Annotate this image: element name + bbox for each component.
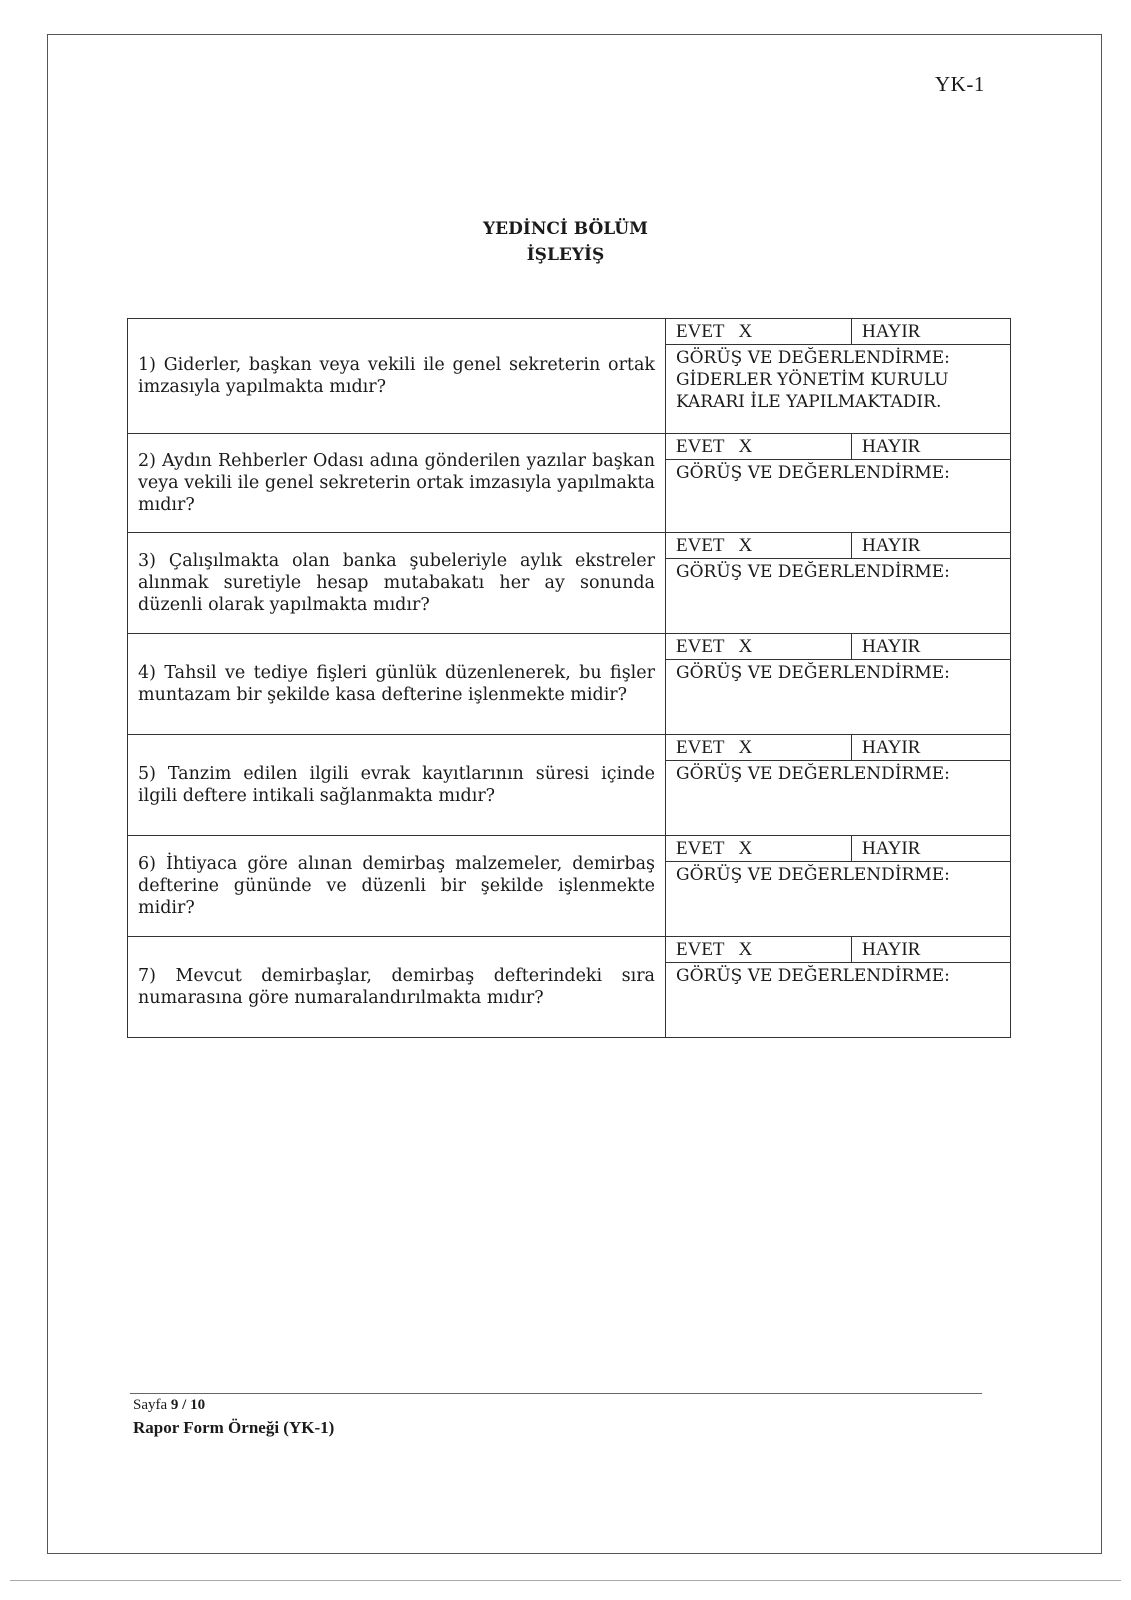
evet-option[interactable] bbox=[666, 634, 852, 659]
hayir-label: HAYIR bbox=[862, 939, 921, 960]
evet-label: EVET bbox=[676, 535, 725, 556]
question-text: 7) Mevcut demirbaşlar, demirbaş defterindeki sıra numarasına göre numaralandırılmakta mıdır? bbox=[128, 937, 666, 1038]
hayir-option[interactable] bbox=[852, 434, 1010, 459]
evet-option[interactable] bbox=[666, 319, 852, 344]
question-text: 3) Çalışılmakta olan banka şubeleriyle aylık ekstreler alınmak suretiyle hesap mutabakatı her ay sonunda düzenli olarak yapılmakta mıdır? bbox=[128, 533, 666, 634]
footer-page-value: 9 / 10 bbox=[170, 1397, 206, 1413]
evet-mark: X bbox=[738, 838, 753, 859]
comment-area[interactable] bbox=[666, 660, 1010, 690]
comment-label: GÖRÜŞ VE DEĞERLENDİRME: bbox=[676, 966, 950, 986]
hayir-option[interactable] bbox=[852, 937, 1010, 962]
evet-mark: X bbox=[738, 535, 753, 556]
evet-label: EVET bbox=[676, 737, 725, 758]
answer-cell bbox=[666, 836, 1011, 937]
answer-options bbox=[666, 434, 1010, 460]
evet-mark: X bbox=[738, 636, 753, 657]
footer-page-number bbox=[133, 1397, 205, 1414]
evet-mark: X bbox=[738, 436, 753, 457]
comment-label: GÖRÜŞ VE DEĞERLENDİRME: bbox=[676, 663, 950, 683]
question-text: 4) Tahsil ve tediye fişleri günlük düzenlenerek, bu fişler muntazam bir şekilde kasa defterine işlenmekte midir? bbox=[128, 634, 666, 735]
evet-label: EVET bbox=[676, 838, 725, 859]
question-text: 1) Giderler, başkan veya vekili ile genel sekreterin ortak imzasıyla yapılmakta mıdır? bbox=[128, 319, 666, 434]
hayir-option[interactable] bbox=[852, 836, 1010, 861]
comment-area[interactable] bbox=[666, 559, 1010, 589]
evet-mark: X bbox=[738, 737, 753, 758]
comment-area[interactable] bbox=[666, 761, 1010, 791]
evet-mark: X bbox=[738, 939, 753, 960]
footer-form-name: Rapor Form Örneği (YK-1) bbox=[133, 1418, 335, 1437]
answer-cell bbox=[666, 735, 1011, 836]
checklist-table bbox=[127, 318, 1011, 1038]
comment-label: GÖRÜŞ VE DEĞERLENDİRME: bbox=[676, 348, 950, 368]
comment-area[interactable] bbox=[666, 862, 1010, 892]
evet-label: EVET bbox=[676, 436, 725, 457]
evet-label: EVET bbox=[676, 321, 725, 342]
comment-label: GÖRÜŞ VE DEĞERLENDİRME: bbox=[676, 865, 950, 885]
question-row bbox=[128, 319, 1011, 434]
evet-option[interactable] bbox=[666, 434, 852, 459]
hayir-option[interactable] bbox=[852, 319, 1010, 344]
evet-option[interactable] bbox=[666, 735, 852, 760]
comment-text: GİDERLER YÖNETİM KURULU KARARI İLE YAPILMAKTADIR. bbox=[676, 370, 949, 412]
answer-options bbox=[666, 836, 1010, 862]
hayir-label: HAYIR bbox=[862, 436, 921, 457]
question-row bbox=[128, 836, 1011, 937]
answer-options bbox=[666, 634, 1010, 660]
question-row bbox=[128, 937, 1011, 1038]
question-text: 6) İhtiyaca göre alınan demirbaş malzemeler, demirbaş defterine gününde ve düzenli bir şekilde işlenmekte midir? bbox=[128, 836, 666, 937]
comment-area[interactable] bbox=[666, 963, 1010, 993]
comment-area[interactable] bbox=[666, 460, 1010, 490]
section-title: YEDİNCİ BÖLÜM bbox=[483, 219, 648, 239]
answer-cell bbox=[666, 937, 1011, 1038]
question-text: 5) Tanzim edilen ilgili evrak kayıtlarının süresi içinde ilgili deftere intikali sağlanmakta mıdır? bbox=[128, 735, 666, 836]
question-row bbox=[128, 634, 1011, 735]
hayir-label: HAYIR bbox=[862, 321, 921, 342]
evet-label: EVET bbox=[676, 636, 725, 657]
answer-options bbox=[666, 533, 1010, 559]
scan-edge-line bbox=[10, 1580, 1121, 1581]
evet-option[interactable] bbox=[666, 533, 852, 558]
question-row bbox=[128, 735, 1011, 836]
hayir-label: HAYIR bbox=[862, 636, 921, 657]
hayir-label: HAYIR bbox=[862, 737, 921, 758]
answer-options bbox=[666, 735, 1010, 761]
evet-option[interactable] bbox=[666, 836, 852, 861]
answer-cell bbox=[666, 533, 1011, 634]
question-row bbox=[128, 434, 1011, 533]
answer-options bbox=[666, 319, 1010, 345]
hayir-option[interactable] bbox=[852, 533, 1010, 558]
evet-label: EVET bbox=[676, 939, 725, 960]
hayir-option[interactable] bbox=[852, 735, 1010, 760]
footer-divider bbox=[130, 1393, 982, 1394]
answer-cell bbox=[666, 634, 1011, 735]
comment-label: GÖRÜŞ VE DEĞERLENDİRME: bbox=[676, 764, 950, 784]
answer-options bbox=[666, 937, 1010, 963]
hayir-label: HAYIR bbox=[862, 838, 921, 859]
question-text: 2) Aydın Rehberler Odası adına gönderilen yazılar başkan veya vekili ile genel sekreterin ortak imzasıyla yapılmakta mıdır? bbox=[128, 434, 666, 533]
evet-mark: X bbox=[738, 321, 753, 342]
evet-option[interactable] bbox=[666, 937, 852, 962]
comment-label: GÖRÜŞ VE DEĞERLENDİRME: bbox=[676, 562, 950, 582]
answer-cell bbox=[666, 434, 1011, 533]
footer-page-label: Sayfa bbox=[133, 1397, 168, 1413]
answer-cell bbox=[666, 319, 1011, 434]
hayir-option[interactable] bbox=[852, 634, 1010, 659]
comment-label: GÖRÜŞ VE DEĞERLENDİRME: bbox=[676, 463, 950, 483]
section-subtitle: İŞLEYİŞ bbox=[526, 245, 605, 265]
hayir-label: HAYIR bbox=[862, 535, 921, 556]
comment-area[interactable] bbox=[666, 345, 1010, 419]
document-code: YK-1 bbox=[935, 72, 985, 96]
question-row bbox=[128, 533, 1011, 634]
